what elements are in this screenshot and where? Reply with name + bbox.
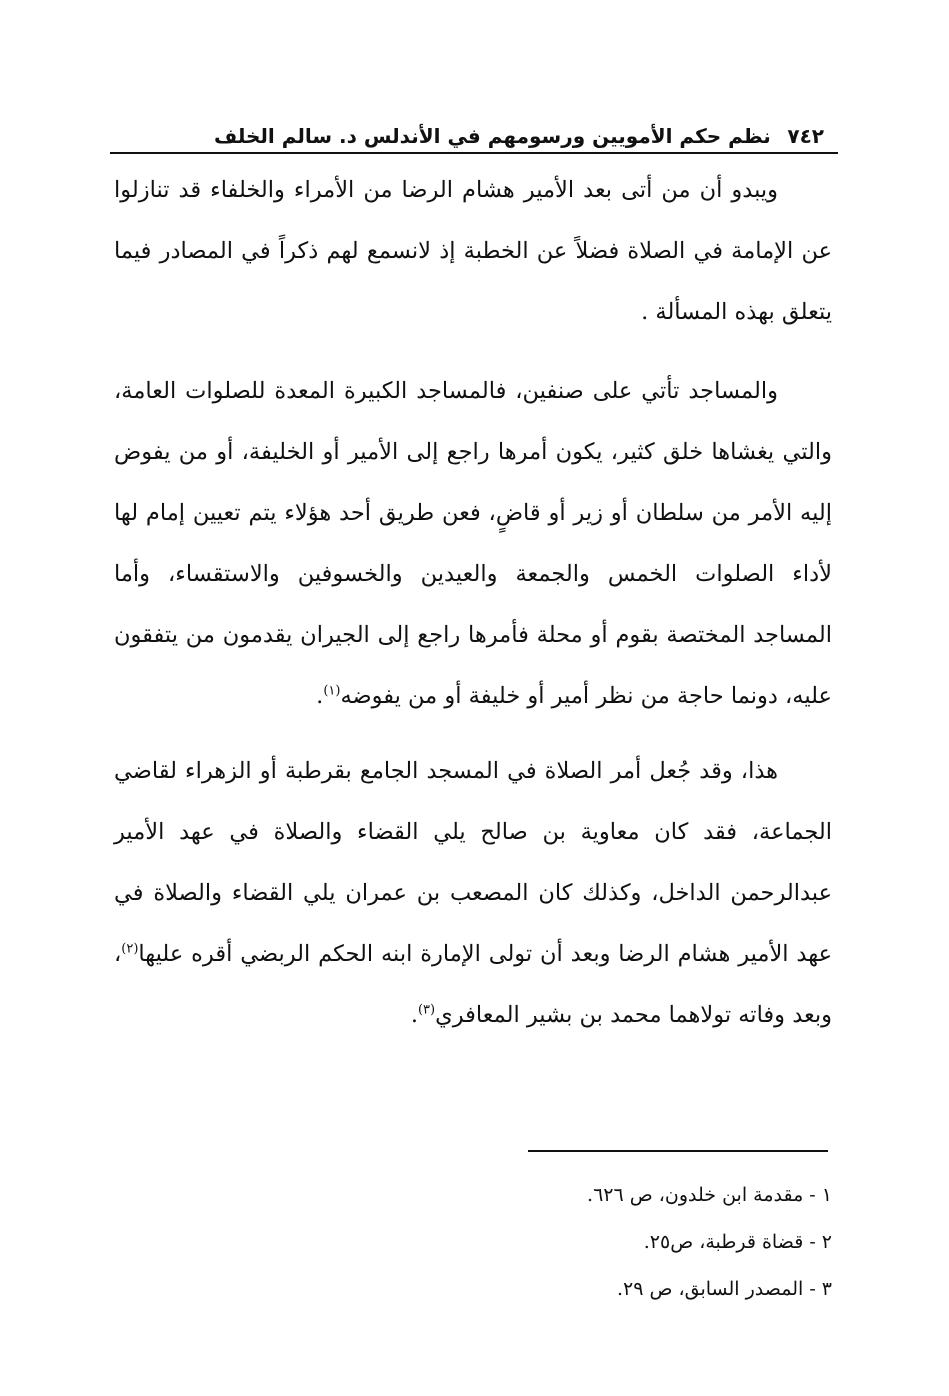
footnote-item: ٣ - المصدر السابق، ص ٢٩. — [616, 1278, 832, 1300]
main-text — [114, 160, 832, 1058]
footnote-item: ١ - مقدمة ابن خلدون، ص ٦٢٦. — [587, 1184, 832, 1206]
paragraph-text: ويبدو أن من أتى بعد الأمير هشام الرضا من الأمراء والخلفاء قد تنازلوا عن الإمامة في الصلاة فضلاً عن الخطبة إذ لانسمع لهم ذكراً في المصادر فيما يتعلق بهذه المسألة . — [114, 177, 832, 325]
footnote-marker[interactable]: (١) — [323, 683, 341, 699]
paragraph-text: هذا، وقد جُعل أمر الصلاة في المسجد الجامع بقرطبة أو الزهراء لقاضي الجماعة، فقد كان معاوية بن صالح يلي القضاء والصلاة في عهد الأمير عبدالرحمن الداخل، وكذلك كان المصعب بن عمران يلي القضاء والصلاة في عهد الأمير هشام الرضا وبعد أن تولى الإمارة ابنه الحكم الربضي أقره عليها — [114, 758, 832, 967]
paragraph-text: والمساجد تأتي على صنفين، فالمساجد الكبيرة المعدة للصلوات العامة، والتي يغشاها خلق كثير، يكون أمرها راجع إلى الأمير أو الخليفة، أو من يفوض إليه الأمر من سلطان أو زير أو قاضٍ، فعن طريق أحد هؤلاء يتم تعيين إمام لها لأداء الصلوات الخمس والجمعة والعيدين والخسوفين والاستقساء، وأما المساجد المختصة بقوم أو محلة فأمرها راجع إلى الجيران يقدمون من يتفقون عليه، دونما حاجة من نظر أمير أو خليفة أو من يفوضه — [114, 378, 832, 709]
paragraph-text-continued: ، وبعد وفاته تولاهما محمد بن بشير المعافري — [114, 941, 832, 1028]
page-number: ٧٤٢ — [787, 124, 824, 148]
paragraph — [114, 741, 832, 1046]
paragraph-end: . — [410, 1002, 418, 1028]
footnote-separator — [528, 1150, 828, 1152]
running-title: نظم حكم الأمويين ورسومهم في الأندلس د. سالم الخلف — [214, 124, 771, 148]
footnote-marker[interactable]: (٣) — [417, 1002, 436, 1018]
footnote-item: ٢ - قضاة قرطبة، ص٢٥. — [643, 1231, 832, 1253]
footnotes — [114, 1172, 832, 1313]
paragraph — [114, 160, 832, 343]
footnote-marker[interactable]: (٢) — [121, 941, 139, 957]
running-header — [110, 112, 838, 152]
paragraph — [114, 361, 832, 727]
paragraph-end: . — [316, 683, 324, 709]
header-rule — [110, 152, 838, 154]
